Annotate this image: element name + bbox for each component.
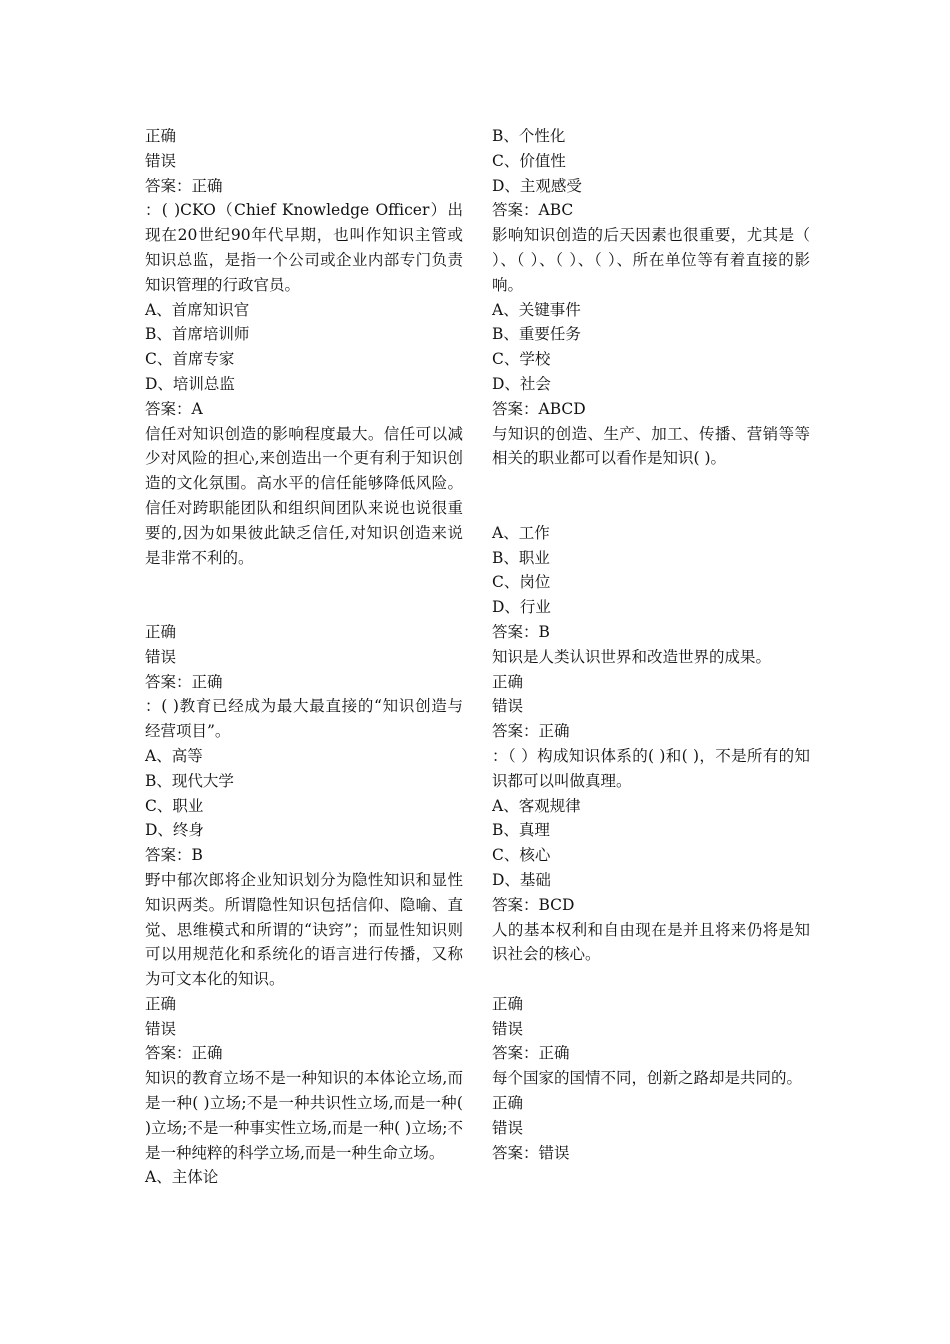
option-b: B、重要任务: [492, 325, 581, 344]
right-column: [492, 124, 810, 1165]
option-true: 正确: [492, 1094, 524, 1113]
spacer: [492, 496, 810, 521]
option-false: 错误: [492, 1019, 524, 1038]
option-true: 正确: [145, 622, 177, 641]
option-d: D、终身: [145, 821, 204, 840]
option-b: B、真理: [492, 821, 550, 840]
question-text: ：（ ）构成知识体系的( )和( )，不是所有的知识都可以叫做真理。: [492, 746, 810, 790]
option-c: C、核心: [492, 846, 551, 865]
option-false: 错误: [145, 151, 177, 170]
answer-line: 答案：ABC: [492, 201, 574, 220]
option-true: 正确: [492, 672, 524, 691]
option-c: C、职业: [145, 796, 204, 815]
option-a: A、主体论: [145, 1168, 219, 1187]
question-text: 知识是人类认识世界和改造世界的成果。: [492, 647, 772, 666]
option-d: D、培训总监: [145, 374, 235, 393]
option-d: D、社会: [492, 374, 551, 393]
question-text: 野中郁次郎将企业知识划分为隐性知识和显性知识两类。所谓隐性知识包括信仰、隐喻、直觉、思维模式和所谓的“诀窍”；而显性知识则可以用规范化和系统化的语言进行传播，又称为可文本化的知识。: [145, 870, 463, 989]
option-c: C、学校: [492, 350, 551, 369]
option-a: A、客观规律: [492, 796, 581, 815]
question-text: 影响知识创造的后天因素也很重要，尤其是（ ）、（ ）、（ ）、（ ）、所在单位等有着直接的影响。: [492, 226, 810, 294]
answer-line: 答案：B: [492, 622, 550, 641]
option-true: 正确: [145, 994, 177, 1013]
answer-line: 答案：A: [145, 399, 203, 418]
spacer: [145, 570, 463, 595]
option-a: A、高等: [145, 746, 203, 765]
answer-line: 答案：正确: [145, 1044, 223, 1063]
answer-line: 答案：ABCD: [492, 399, 586, 418]
option-c: C、价值性: [492, 151, 566, 170]
option-c: C、首席专家: [145, 350, 235, 369]
option-false: 错误: [145, 1019, 177, 1038]
option-d: D、基础: [492, 870, 551, 889]
option-false: 错误: [145, 647, 177, 666]
option-b: B、职业: [492, 548, 550, 567]
question-text: 与知识的创造、生产、加工、传播、营销等等相关的职业都可以看作是知识( )。: [492, 424, 810, 468]
question-text: 每个国家的国情不同，创新之路却是共同的。: [492, 1069, 803, 1088]
question-text: ：( )教育已经成为最大最直接的“知识创造与经营项目”。: [145, 697, 463, 741]
option-a: A、关键事件: [492, 300, 581, 319]
answer-line: 答案：正确: [145, 672, 223, 691]
spacer: [145, 595, 463, 620]
answer-line: 答案：正确: [492, 1044, 570, 1063]
option-b: B、现代大学: [145, 771, 234, 790]
question-text: 信任对知识创造的影响程度最大。信任可以减少对风险的担心,来创造出一个更有利于知识创造的文化氛围。高水平的信任能够降低风险。信任对跨职能团队和组织间团队来说也说很重要的,因为如果彼此缺乏信任,对知识创造来说是非常不利的。: [145, 424, 463, 567]
answer-line: 答案：B: [145, 846, 203, 865]
answer-line: 答案：正确: [145, 176, 223, 195]
option-false: 错误: [492, 1118, 524, 1137]
spacer: [492, 967, 810, 992]
answer-line: 答案：正确: [492, 722, 570, 741]
question-text: 人的基本权利和自由现在是并且将来仍将是知识社会的核心。: [492, 920, 810, 964]
question-text: 知识的教育立场不是一种知识的本体论立场,而是一种( )立场;不是一种共识性立场,而是一种( )立场;不是一种事实性立场,而是一种( )立场;不是一种纯粹的科学立场,而是一种生命立场。: [145, 1069, 463, 1162]
option-d: D、行业: [492, 598, 551, 617]
option-b: B、个性化: [492, 127, 566, 145]
option-true: 正确: [145, 127, 177, 145]
answer-line: 答案：错误: [492, 1143, 570, 1162]
left-column: [145, 124, 463, 1190]
spacer: [492, 471, 810, 496]
option-c: C、岗位: [492, 573, 551, 592]
option-a: A、首席知识官: [145, 300, 250, 319]
question-text: ：( )CKO（Chief Knowledge Officer）出现在20世纪90年代早期，也叫作知识主管或知识总监，是指一个公司或企业内部专门负责知识管理的行政官员。: [145, 201, 463, 294]
option-true: 正确: [492, 994, 524, 1013]
option-false: 错误: [492, 697, 524, 716]
option-a: A、工作: [492, 523, 550, 542]
answer-line: 答案：BCD: [492, 895, 575, 914]
option-b: B、首席培训师: [145, 325, 250, 344]
option-d: D、主观感受: [492, 176, 582, 195]
